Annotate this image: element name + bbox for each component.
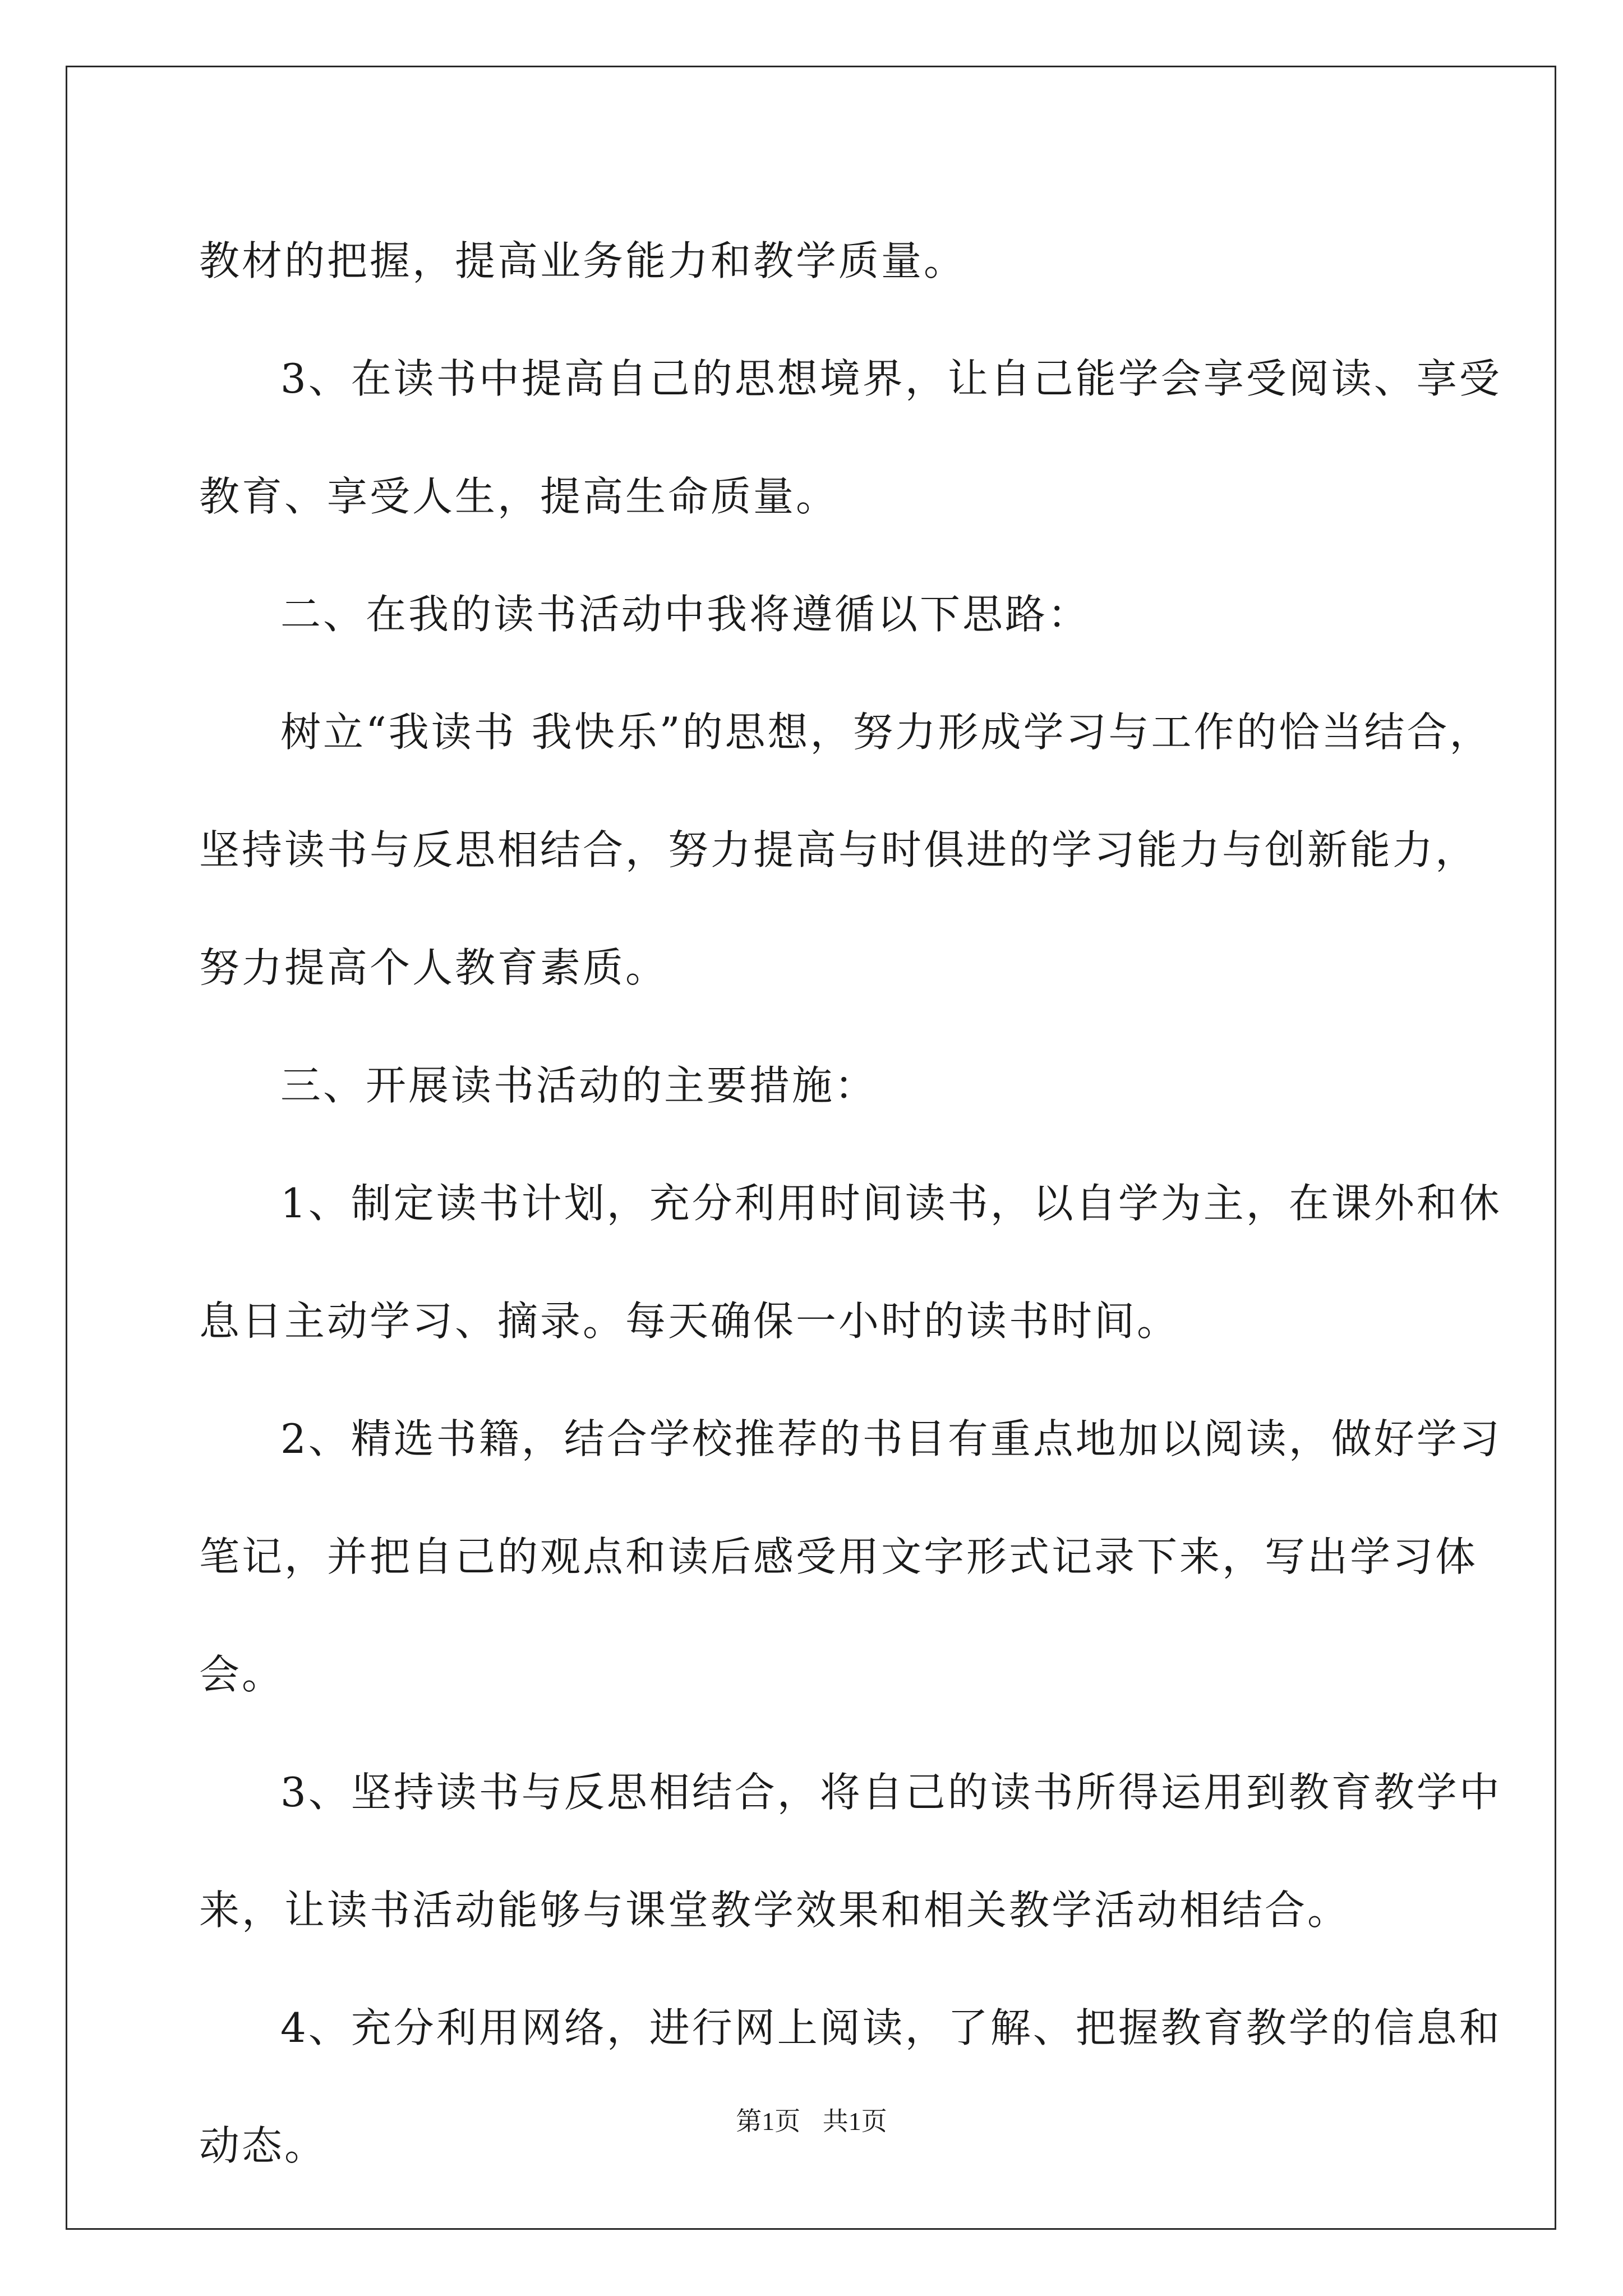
text-line: 努力提高个人教育素质。 xyxy=(199,944,668,991)
text-line: 4、充分利用网络，进行网上阅读，了解、把握教育教学的信息和 xyxy=(280,2004,1502,2051)
text-line: 笔记，并把自己的观点和读后感受用文字形式记录下来，写出学习体 xyxy=(199,1533,1478,1580)
text-line: 来，让读书活动能够与课堂教学效果和相关教学活动相结合。 xyxy=(199,1887,1350,1934)
document-body xyxy=(199,202,1502,2205)
text-line: 教育、享受人生，提高生命质量。 xyxy=(199,473,839,520)
section-heading: 三、开展读书活动的主要措施： xyxy=(280,1062,878,1109)
text-line: 教材的把握，提高业务能力和教学质量。 xyxy=(199,237,967,284)
text-line: 3、在读书中提高自己的思想境界，让自己能学会享受阅读、享受 xyxy=(280,355,1502,402)
page-footer xyxy=(0,2101,1623,2138)
text-line: 树立“我读书 我快乐”的思想，努力形成学习与工作的恰当结合， xyxy=(280,708,1492,756)
text-line: 息日主动学习、摘录。每天确保一小时的读书时间。 xyxy=(199,1297,1180,1345)
text-line: 会。 xyxy=(199,1651,285,1698)
page-number: 第1页 xyxy=(736,2107,801,2136)
text-line: 动态。 xyxy=(199,2122,328,2169)
text-line: 坚持读书与反思相结合，努力提高与时俱进的学习能力与创新能力， xyxy=(199,826,1478,873)
page-total: 共1页 xyxy=(822,2107,887,2136)
text-line: 1、制定读书计划，充分利用时间读书，以自学为主，在课外和休 xyxy=(280,1180,1502,1227)
text-line: 3、坚持读书与反思相结合，将自己的读书所得运用到教育教学中 xyxy=(280,1769,1502,1816)
section-heading: 二、在我的读书活动中我将遵循以下思路： xyxy=(280,591,1091,638)
text-line: 2、精选书籍，结合学校推荐的书目有重点地加以阅读，做好学习 xyxy=(280,1415,1502,1462)
